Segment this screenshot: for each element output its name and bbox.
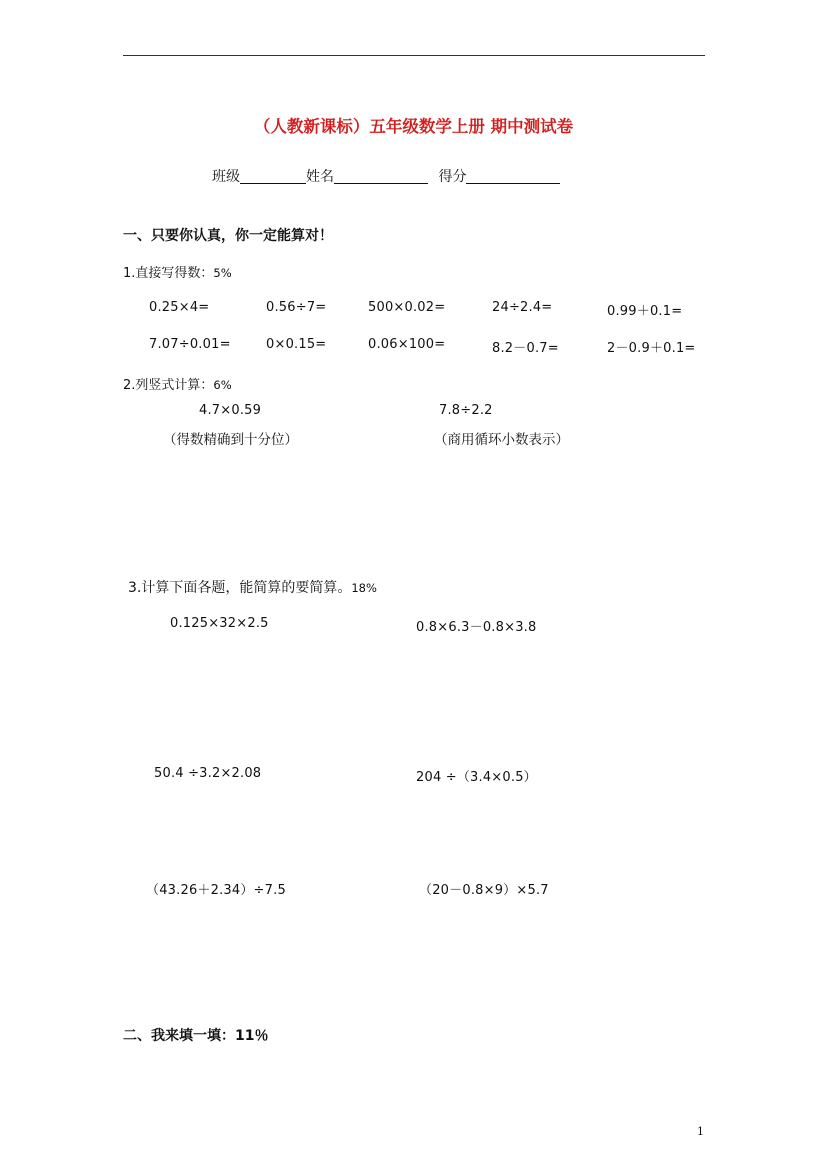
q1-points: 5% — [213, 266, 232, 280]
name-label: 姓名 — [306, 169, 334, 185]
q3-points: 18% — [351, 581, 377, 595]
page-number: 1 — [697, 1125, 704, 1138]
q1-item: 2－0.9＋0.1= — [607, 341, 696, 356]
class-label: 班级 — [212, 169, 240, 185]
q3-heading — [128, 577, 377, 597]
q1-item: 8.2－0.7= — [492, 341, 559, 356]
page-title: （人教新课标）五年级数学上册 期中测试卷 — [253, 117, 574, 136]
q1-item: 7.07÷0.01= — [149, 337, 231, 352]
q3-item: （43.26＋2.34）÷7.5 — [146, 883, 286, 898]
q1-item: 0.25×4= — [149, 300, 210, 315]
q1-item: 500×0.02= — [368, 300, 446, 315]
q3-item: 0.125×32×2.5 — [170, 616, 269, 631]
score-label: 得分 — [438, 169, 467, 185]
q2-points: 6% — [213, 378, 232, 392]
class-blank[interactable] — [240, 169, 306, 184]
q1-label: 1.直接写得数： — [123, 266, 214, 281]
q1-item: 0.99＋0.1= — [607, 304, 683, 319]
q2-note: （得数精确到十分位） — [163, 432, 298, 448]
q3-item: （20－0.8×9）×5.7 — [419, 883, 549, 898]
q1-item: 0×0.15= — [266, 337, 327, 352]
q1-item: 24÷2.4= — [492, 300, 553, 315]
q1-item: 0.56÷7= — [266, 300, 327, 315]
score-blank[interactable] — [466, 169, 560, 184]
q2-item: 7.8÷2.2 — [439, 403, 493, 418]
name-blank[interactable] — [334, 169, 428, 184]
q3-item: 204 ÷（3.4×0.5） — [416, 770, 537, 785]
header-rule — [123, 55, 705, 56]
q3-item: 50.4 ÷3.2×2.08 — [154, 766, 262, 781]
q3-label: 3.计算下面各题，能简算的要简算。 — [128, 580, 352, 596]
q3-item: 0.8×6.3－0.8×3.8 — [416, 620, 537, 635]
section2-heading: 二、我来填一填：11％ — [123, 1028, 269, 1044]
q2-note: （商用循环小数表示） — [434, 432, 569, 448]
q2-heading — [123, 374, 232, 393]
q1-item: 0.06×100= — [368, 337, 446, 352]
section1-heading: 一、只要你认真，你一定能算对！ — [123, 228, 333, 244]
info-line — [212, 166, 560, 186]
q2-item: 4.7×0.59 — [199, 403, 262, 418]
q2-label: 2.列竖式计算： — [123, 378, 214, 393]
q1-heading — [123, 262, 232, 281]
